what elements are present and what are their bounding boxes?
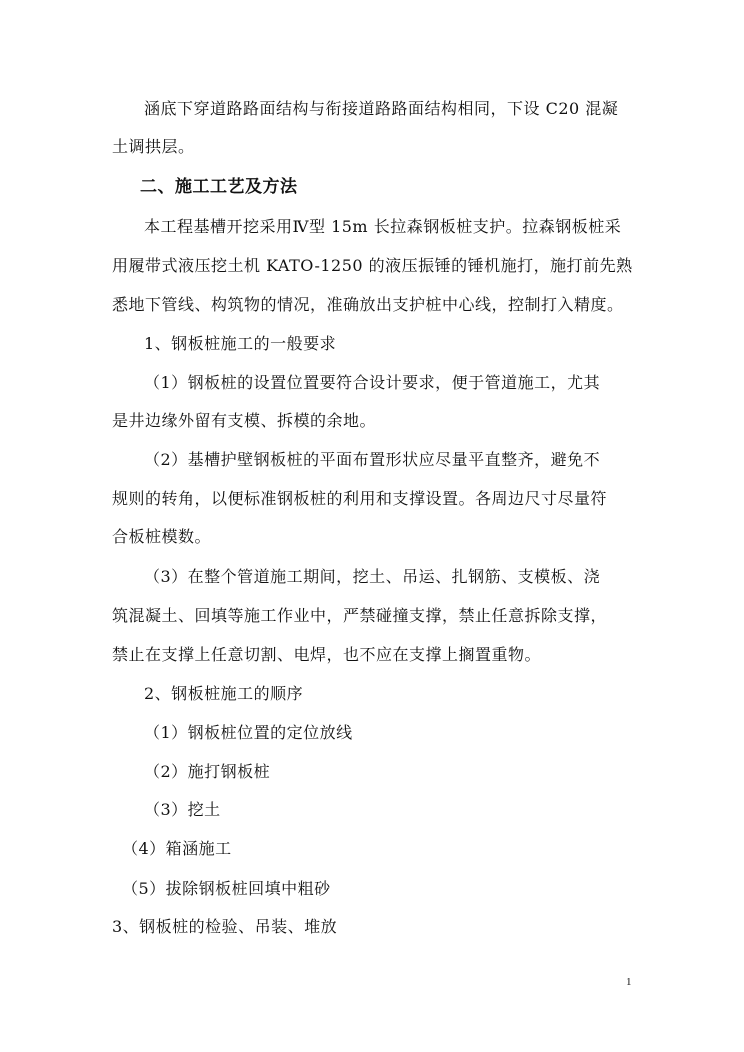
paragraph-line: 土调拱层。 xyxy=(112,137,195,156)
paragraph-line: 筑混凝土、回填等施工作业中，严禁碰撞支撑，禁止任意拆除支撑， xyxy=(112,606,608,625)
paragraph-line: 用履带式液压挖土机 KATO-1250 的液压振锤的锤机施打，施打前先熟 xyxy=(112,256,633,275)
subsection-heading: 2、钢板桩施工的顺序 xyxy=(144,684,304,703)
list-item: （5）拔除钢板桩回填中粗砂 xyxy=(122,879,331,898)
paragraph-line: （3）在整个管道施工期间，挖土、吊运、扎钢筋、支模板、浇 xyxy=(144,567,601,586)
paragraph-line: 禁止在支撑上任意切割、电焊，也不应在支撑上搁置重物。 xyxy=(112,645,542,664)
paragraph-line: 悉地下管线、构筑物的情况，准确放出支护桩中心线，控制打入精度。 xyxy=(112,295,624,314)
paragraph-line: 是井边缘外留有支模、拆模的余地。 xyxy=(112,411,377,430)
paragraph-line: 本工程基槽开挖采用Ⅳ型 15m 长拉森钢板桩支护。拉森钢板桩采 xyxy=(144,217,622,236)
section-heading: 二、施工工艺及方法 xyxy=(140,177,298,197)
paragraph-line: （1）钢板桩的设置位置要符合设计要求，便于管道施工，尤其 xyxy=(144,373,601,392)
page-number: 1 xyxy=(626,976,632,988)
list-item: （3）挖土 xyxy=(144,800,221,819)
list-item: （2）施打钢板桩 xyxy=(144,762,271,781)
paragraph-line: （2）基槽护壁钢板桩的平面布置形状应尽量平直整齐，避免不 xyxy=(144,450,601,469)
paragraph-line: 涵底下穿道路路面结构与衔接道路路面结构相同，下设 C20 混凝 xyxy=(144,99,619,118)
paragraph-line: 合板桩模数。 xyxy=(112,527,212,546)
list-item: （1）钢板桩位置的定位放线 xyxy=(144,723,353,742)
list-item: （4）箱涵施工 xyxy=(122,839,232,858)
subsection-heading: 3、钢板桩的检验、吊装、堆放 xyxy=(112,917,338,936)
subsection-heading: 1、钢板桩施工的一般要求 xyxy=(144,334,337,353)
paragraph-line: 规则的转角，以便标准钢板桩的利用和支撑设置。各周边尺寸尽量符 xyxy=(112,489,608,508)
